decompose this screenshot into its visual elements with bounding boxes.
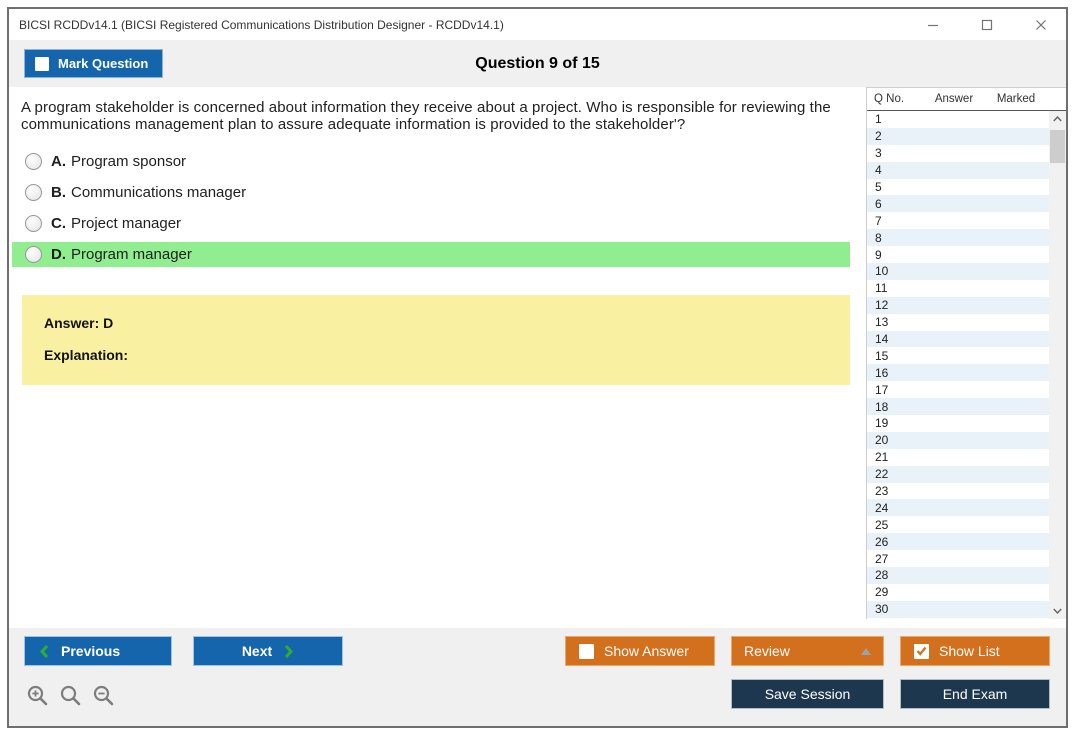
previous-button[interactable] xyxy=(24,636,172,666)
question-list xyxy=(867,111,1066,619)
maximize-icon xyxy=(981,19,993,31)
question-list-row[interactable] xyxy=(867,347,1049,364)
question-list-row[interactable] xyxy=(867,483,1049,500)
zoom-out-icon xyxy=(92,684,116,708)
option-b[interactable] xyxy=(12,180,850,205)
mark-question-checkbox-icon xyxy=(35,57,49,71)
question-list-row[interactable] xyxy=(867,229,1049,246)
option-text: Communications manager xyxy=(71,184,247,201)
question-panel xyxy=(9,87,1066,628)
question-list-row[interactable] xyxy=(867,466,1049,483)
row-question-number: 28 xyxy=(875,568,889,583)
row-question-number: 1 xyxy=(875,112,882,127)
row-question-number: 25 xyxy=(875,517,889,532)
question-list-row[interactable] xyxy=(867,364,1049,381)
question-text: A program stakeholder is concerned about information they receive about a project. Who is responsible for reviewing the communications management plan to assure adequate information is provided to the stakeholder'? xyxy=(21,99,831,133)
question-list-row[interactable] xyxy=(867,499,1049,516)
option-a[interactable] xyxy=(12,149,850,174)
answer-label: Answer: D xyxy=(44,315,114,331)
radio-icon[interactable] xyxy=(25,246,42,263)
row-question-number: 13 xyxy=(875,315,889,330)
question-list-row[interactable] xyxy=(867,111,1049,128)
review-button[interactable] xyxy=(731,636,884,666)
titlebar xyxy=(9,9,1066,40)
row-question-number: 9 xyxy=(875,247,882,262)
zoom-toolbar xyxy=(26,684,116,711)
question-list-row[interactable] xyxy=(867,601,1049,618)
option-letter: A. xyxy=(51,153,66,170)
row-question-number: 15 xyxy=(875,348,889,363)
row-question-number: 30 xyxy=(875,602,889,617)
chevron-left-icon xyxy=(39,644,49,659)
window-title: BICSI RCDDv14.1 (BICSI Registered Communications Distribution Designer - RCDDv14.1) xyxy=(19,17,504,32)
row-question-number: 7 xyxy=(875,213,882,228)
close-icon xyxy=(1035,19,1047,31)
question-list-row[interactable] xyxy=(867,246,1049,263)
radio-icon[interactable] xyxy=(25,215,42,232)
row-question-number: 2 xyxy=(875,129,882,144)
question-list-row[interactable] xyxy=(867,449,1049,466)
footer-bar xyxy=(9,628,1066,726)
option-text: Program manager xyxy=(71,246,192,263)
row-question-number: 4 xyxy=(875,163,882,178)
next-button[interactable] xyxy=(193,636,343,666)
row-question-number: 12 xyxy=(875,298,889,313)
save-session-button[interactable] xyxy=(731,679,884,709)
header-strip xyxy=(9,40,1066,87)
row-question-number: 3 xyxy=(875,146,882,161)
column-header-marked: Marked xyxy=(996,93,1036,105)
column-header-qno: Q No. xyxy=(874,93,905,105)
close-button[interactable] xyxy=(1026,13,1056,37)
review-label: Review xyxy=(744,643,790,659)
answer-explanation-box xyxy=(22,295,850,385)
window-controls xyxy=(918,9,1056,40)
previous-label: Previous xyxy=(61,643,121,659)
row-question-number: 22 xyxy=(875,467,889,482)
row-question-number: 8 xyxy=(875,230,882,245)
row-question-number: 6 xyxy=(875,196,882,211)
question-list-row[interactable] xyxy=(867,162,1049,179)
radio-icon[interactable] xyxy=(25,153,42,170)
question-list-row[interactable] xyxy=(867,381,1049,398)
question-list-sidebar xyxy=(866,87,1066,619)
row-question-number: 17 xyxy=(875,382,889,397)
mark-question-label: Mark Question xyxy=(58,56,149,71)
show-list-button[interactable] xyxy=(900,636,1050,666)
question-list-row[interactable] xyxy=(867,263,1049,280)
question-list-row[interactable] xyxy=(867,314,1049,331)
row-question-number: 5 xyxy=(875,180,882,194)
question-list-row[interactable] xyxy=(867,195,1049,212)
question-list-row[interactable] xyxy=(867,432,1049,449)
show-list-label: Show List xyxy=(939,643,1000,659)
question-list-header xyxy=(867,88,1066,111)
show-answer-label: Show Answer xyxy=(604,643,689,659)
question-list-row[interactable] xyxy=(867,415,1049,432)
end-exam-label: End Exam xyxy=(942,686,1008,702)
options-list xyxy=(12,149,850,273)
question-list-row[interactable] xyxy=(867,398,1049,415)
option-letter: D. xyxy=(51,246,66,263)
chevron-right-icon xyxy=(284,644,294,659)
show-answer-button[interactable] xyxy=(565,636,715,666)
question-list-row[interactable] xyxy=(867,297,1049,314)
row-question-number: 23 xyxy=(875,484,889,499)
option-letter: C. xyxy=(51,215,66,232)
option-c[interactable] xyxy=(12,211,850,236)
option-text: Project manager xyxy=(71,215,182,232)
mark-question-button[interactable] xyxy=(24,49,163,78)
row-question-number: 10 xyxy=(875,264,889,279)
question-list-row[interactable] xyxy=(867,179,1049,196)
app-window xyxy=(7,7,1068,728)
row-question-number: 19 xyxy=(875,416,889,431)
zoom-in-button[interactable] xyxy=(26,684,50,711)
show-answer-checkbox-icon xyxy=(579,644,594,659)
option-d[interactable] xyxy=(12,242,850,267)
question-list-row[interactable] xyxy=(867,145,1049,162)
scroll-up-arrow-icon[interactable] xyxy=(1049,111,1066,127)
row-question-number: 26 xyxy=(875,534,889,549)
question-list-row[interactable] xyxy=(867,584,1049,601)
triangle-up-icon xyxy=(861,648,871,655)
question-list-rows xyxy=(867,111,1049,618)
zoom-in-icon xyxy=(26,684,50,708)
zoom-out-button[interactable] xyxy=(92,684,116,711)
column-header-answer: Answer xyxy=(934,93,974,105)
option-letter: B. xyxy=(51,184,66,201)
zoom-reset-button[interactable] xyxy=(59,684,83,711)
show-list-checkbox-checked-icon xyxy=(914,644,929,659)
question-list-row[interactable] xyxy=(867,533,1049,550)
minimize-icon xyxy=(927,19,939,31)
option-text: Program sponsor xyxy=(71,153,187,170)
row-question-number: 24 xyxy=(875,500,889,515)
question-list-row[interactable] xyxy=(867,550,1049,567)
question-counter: Question 9 of 15 xyxy=(475,54,600,72)
row-question-number: 21 xyxy=(875,450,889,465)
row-question-number: 20 xyxy=(875,433,889,448)
sidebar-scrollbar[interactable] xyxy=(1049,111,1066,619)
question-list-row[interactable] xyxy=(867,516,1049,533)
scrollbar-thumb[interactable] xyxy=(1050,130,1065,163)
magnifier-icon xyxy=(59,684,83,708)
save-session-label: Save Session xyxy=(764,686,851,702)
question-list-row[interactable] xyxy=(867,212,1049,229)
question-list-row[interactable] xyxy=(867,128,1049,145)
maximize-button[interactable] xyxy=(972,13,1002,37)
row-question-number: 29 xyxy=(875,585,889,600)
row-question-number: 18 xyxy=(875,399,889,414)
next-label: Next xyxy=(241,643,273,659)
question-list-row[interactable] xyxy=(867,567,1049,584)
explanation-label: Explanation: xyxy=(44,347,129,363)
row-question-number: 11 xyxy=(875,281,888,296)
row-question-number: 27 xyxy=(875,551,889,566)
radio-icon[interactable] xyxy=(25,184,42,201)
scroll-down-arrow-icon[interactable] xyxy=(1049,603,1066,619)
question-list-row[interactable] xyxy=(867,331,1049,348)
end-exam-button[interactable] xyxy=(900,679,1050,709)
question-list-row[interactable] xyxy=(867,280,1049,297)
row-question-number: 16 xyxy=(875,365,889,380)
minimize-button[interactable] xyxy=(918,13,948,37)
row-question-number: 14 xyxy=(875,332,889,347)
